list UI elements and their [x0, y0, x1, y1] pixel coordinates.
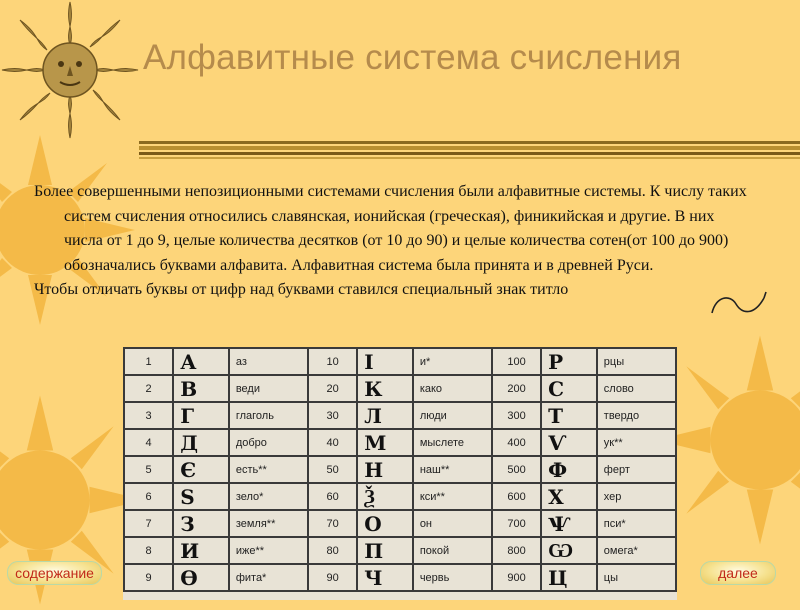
table-cell-number: 7 [124, 510, 173, 537]
table-cell-number: 4 [124, 429, 173, 456]
table-row [124, 429, 676, 456]
table-cell-letter-name: фита* [229, 564, 308, 591]
table-cell-letter-name: аз [229, 348, 308, 375]
table-cell-number: 200 [492, 375, 541, 402]
table-cell-number: 400 [492, 429, 541, 456]
table-cell-glyph: С [541, 375, 597, 402]
body-text [34, 180, 754, 303]
table-cell-letter-name: слово [597, 375, 676, 402]
table-cell-number: 1 [124, 348, 173, 375]
table-cell-glyph: И [173, 537, 229, 564]
table-cell-number: 800 [492, 537, 541, 564]
table-cell-glyph: І [357, 348, 413, 375]
table-cell-glyph: Р [541, 348, 597, 375]
table-cell-number: 90 [308, 564, 357, 591]
table-row [124, 348, 676, 375]
table-cell-glyph: Т [541, 402, 597, 429]
table-cell-letter-name: люди [413, 402, 492, 429]
table-cell-number: 300 [492, 402, 541, 429]
titlo-sign-icon [706, 288, 771, 322]
table-cell-letter-name: пси* [597, 510, 676, 537]
table-row [124, 375, 676, 402]
table-cell-letter-name: есть** [229, 456, 308, 483]
table-cell-glyph: Л [357, 402, 413, 429]
table-cell-number: 6 [124, 483, 173, 510]
table-cell-letter-name: како [413, 375, 492, 402]
table-cell-glyph: Х [541, 483, 597, 510]
table-cell-glyph: Ѳ [173, 564, 229, 591]
table-cell-letter-name: веди [229, 375, 308, 402]
paragraph-2: Чтобы отличать буквы от цифр над буквами ставился специальный знак титло [34, 278, 754, 303]
table-cell-letter-name: омега* [597, 537, 676, 564]
alphabet-table [123, 347, 677, 600]
table-cell-letter-name: цы [597, 564, 676, 591]
table-cell-letter-name: твердо [597, 402, 676, 429]
table-cell-number: 70 [308, 510, 357, 537]
table-cell-number: 900 [492, 564, 541, 591]
table-cell-letter-name: рцы [597, 348, 676, 375]
table-cell-letter-name: кси** [413, 483, 492, 510]
table-cell-letter-name: и* [413, 348, 492, 375]
table-cell-number: 700 [492, 510, 541, 537]
table-cell-number: 40 [308, 429, 357, 456]
table-cell-glyph: Ч [357, 564, 413, 591]
table-cell-glyph: О [357, 510, 413, 537]
table-cell-letter-name: он [413, 510, 492, 537]
contents-button[interactable]: содержание [7, 561, 102, 585]
table-cell-number: 100 [492, 348, 541, 375]
table-cell-number: 3 [124, 402, 173, 429]
table-cell-number: 8 [124, 537, 173, 564]
table-cell-glyph: Ѱ [541, 510, 597, 537]
table-row [124, 483, 676, 510]
table-cell-glyph: В [173, 375, 229, 402]
table-cell-glyph: Ц [541, 564, 597, 591]
table-cell-number: 500 [492, 456, 541, 483]
table-cell-number: 20 [308, 375, 357, 402]
table-cell-glyph: Н [357, 456, 413, 483]
table-cell-number: 50 [308, 456, 357, 483]
table-cell-glyph: Г [173, 402, 229, 429]
title-divider [139, 141, 800, 159]
table-row [124, 456, 676, 483]
table-cell-glyph: А [173, 348, 229, 375]
table-cell-glyph: Ѕ [173, 483, 229, 510]
table-cell-letter-name: хер [597, 483, 676, 510]
table-cell-glyph: Ѡ [541, 537, 597, 564]
table-cell-glyph: Є [173, 456, 229, 483]
table-cell-letter-name: земля** [229, 510, 308, 537]
paragraph-1: Более совершенными непозиционными системами счисления были алфавитные системы. К числу таких систем счисления относились славянская, ионийская (греческая), финикийская и другие. В них числа от 1 до 9, целые количества десятков (от 10 до 90) и целые количества сотен(от 100 до 900) обозначались буквами алфавита. Алфавитная система была принята и в древней Руси. [34, 180, 754, 278]
table-cell-letter-name: мыслете [413, 429, 492, 456]
table-cell-glyph: Ѯ [357, 483, 413, 510]
table-cell-glyph: Д [173, 429, 229, 456]
table-row [124, 402, 676, 429]
table-cell-number: 600 [492, 483, 541, 510]
table-cell-letter-name: глаголь [229, 402, 308, 429]
table-cell-letter-name: ферт [597, 456, 676, 483]
table-cell-glyph: Ѵ [541, 429, 597, 456]
table-row [124, 564, 676, 591]
table-cell-number: 30 [308, 402, 357, 429]
table-cell-glyph: Ф [541, 456, 597, 483]
table-cell-glyph: К [357, 375, 413, 402]
table-cell-number: 2 [124, 375, 173, 402]
table-cell-glyph: М [357, 429, 413, 456]
table-cell-number: 60 [308, 483, 357, 510]
table-cell-letter-name: покой [413, 537, 492, 564]
table-cell-letter-name: добро [229, 429, 308, 456]
table-cell-number: 10 [308, 348, 357, 375]
table-cell-letter-name: зело* [229, 483, 308, 510]
table-cell-number: 9 [124, 564, 173, 591]
table-cell-glyph: П [357, 537, 413, 564]
table-cell-number: 80 [308, 537, 357, 564]
table-cell-letter-name: червь [413, 564, 492, 591]
sun-face-logo [0, 0, 140, 140]
table-cell-letter-name: иже** [229, 537, 308, 564]
table-row [124, 510, 676, 537]
table-cell-number: 5 [124, 456, 173, 483]
page-title: Алфавитные система счисления [143, 38, 682, 78]
table-cell-letter-name: ук** [597, 429, 676, 456]
table-row [124, 537, 676, 564]
next-button[interactable]: далее [700, 561, 776, 585]
table-cell-letter-name: наш** [413, 456, 492, 483]
table-cell-glyph: З [173, 510, 229, 537]
